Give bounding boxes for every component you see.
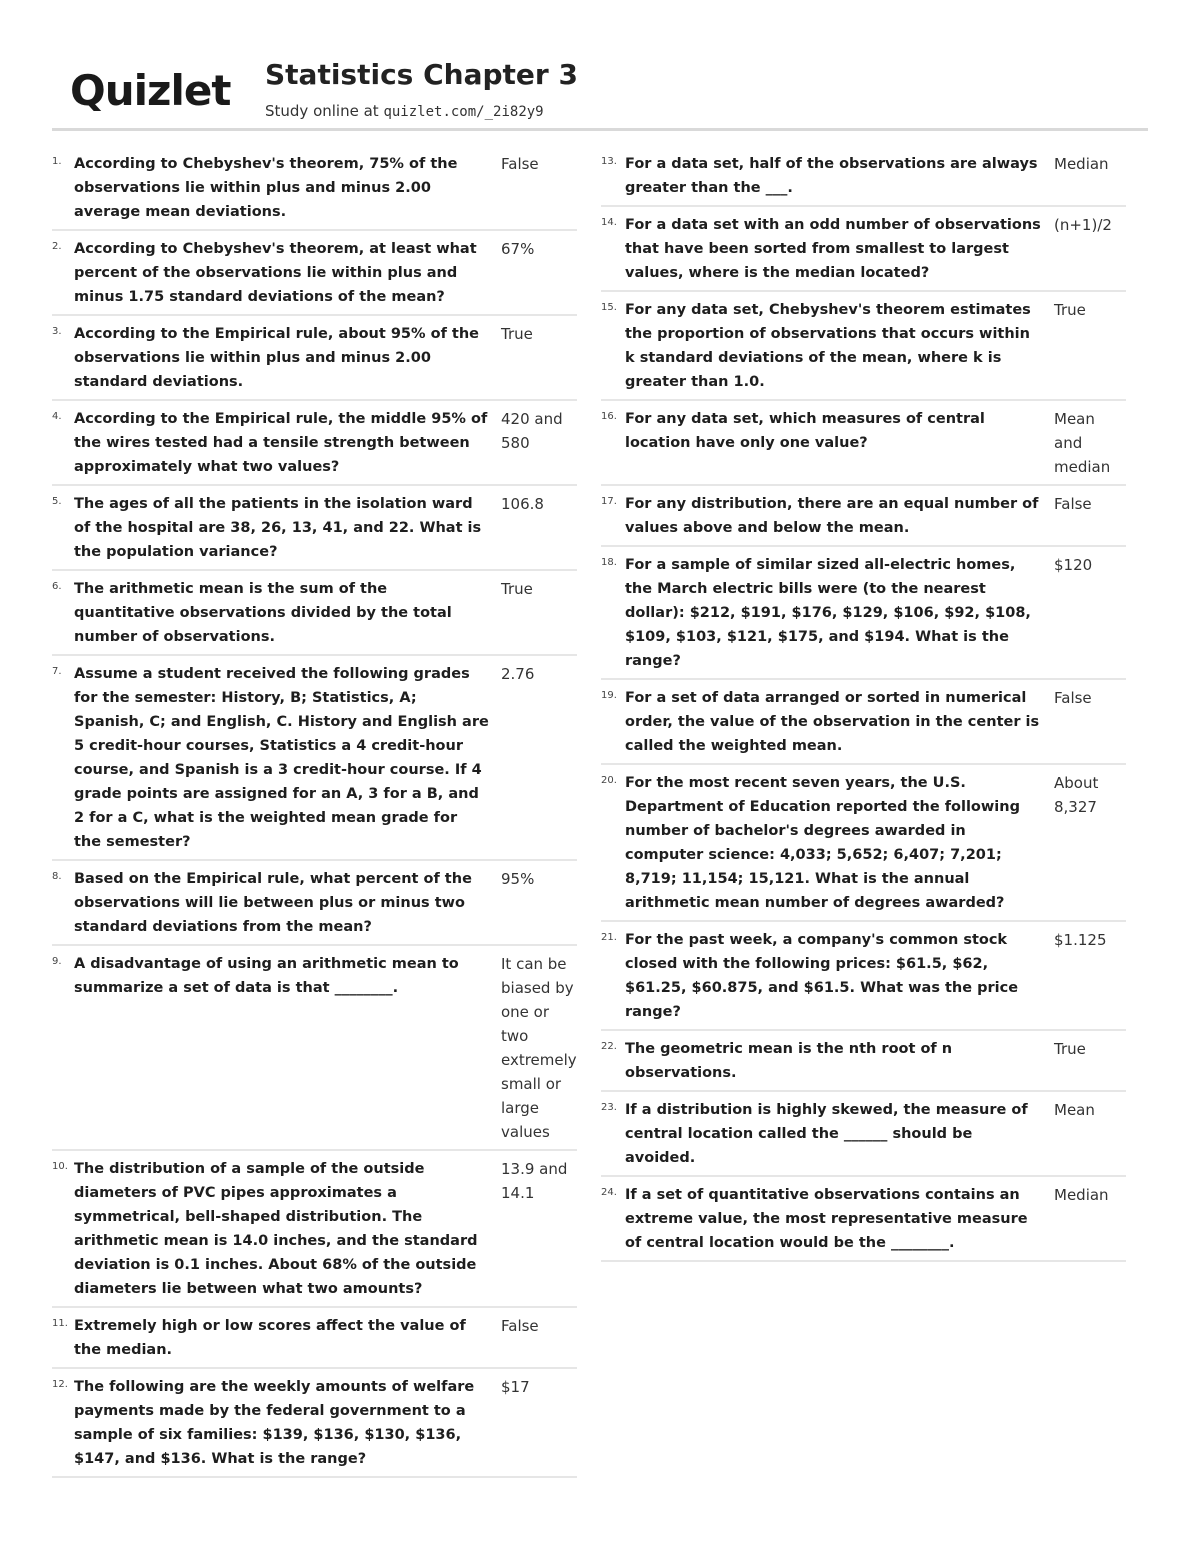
question-text: The arithmetic mean is the sum of the quantitative observations divided by the total number of observations. [74, 581, 452, 645]
list-item [52, 571, 577, 656]
answer-text: True [1054, 301, 1086, 319]
question-text: For a data set with an odd number of observations that have been sorted from smallest to largest values, where is the median located? [625, 217, 1041, 281]
question-text: According to the Empirical rule, about 95% of the observations lie within plus and minus 2.00 standard deviations. [74, 326, 480, 390]
list-item [52, 316, 577, 401]
item-number: 10. [52, 1161, 68, 1172]
list-item [52, 146, 577, 231]
question-text: Based on the Empirical rule, what percent of the observations will lie between plus or minus two standard deviations from the mean? [74, 871, 472, 935]
item-number: 12. [52, 1379, 68, 1390]
item-number: 14. [601, 217, 617, 228]
list-item [52, 1369, 577, 1478]
list-item [52, 861, 577, 946]
answer-text: $17 [501, 1378, 530, 1396]
answer-text: 67% [501, 240, 535, 258]
question-text: For a data set, half of the observations are always greater than the ___. [625, 156, 1038, 196]
answer-text: $120 [1054, 556, 1093, 574]
question-text: For any data set, Chebyshev's theorem estimates the proportion of observations that occurs within k standard deviations of the mean, where k is greater than 1.0. [625, 302, 1031, 390]
question-text: For any data set, which measures of central location have only one value? [625, 411, 985, 451]
question-text: For the most recent seven years, the U.S. Department of Education reported the following number of bachelor's degrees awarded in computer science: 4,033; 5,652; 6,407; 7,201; 8,719; 11,154; 15,121. What is the annual arithmetic mean number of degrees awarded? [625, 775, 1020, 911]
list-item [52, 1308, 577, 1369]
answer-text: Mean and median [1054, 410, 1111, 476]
question-text: For the past week, a company's common stock closed with the following prices: $61.5, $62, $61.25, $60.875, and $61.5. What was the price range? [625, 932, 1019, 1020]
question-text: For a sample of similar sized all-electric homes, the March electric bills were (to the nearest dollar): $212, $191, $176, $129, $106, $92, $108, $109, $103, $121, $175, and $194. What is the range? [625, 557, 1031, 669]
question-text: The geometric mean is the nth root of n observations. [625, 1041, 953, 1081]
study-online-line [265, 102, 544, 120]
question-text: Extremely high or low scores affect the value of the median. [74, 1318, 466, 1358]
list-item [601, 486, 1126, 547]
list-item [52, 231, 577, 316]
list-item [52, 656, 577, 861]
question-text: According to the Empirical rule, the middle 95% of the wires tested had a tensile strength between approximately what two values? [74, 411, 488, 475]
answer-text: $1.125 [1054, 931, 1107, 949]
item-number: 7. [52, 666, 62, 677]
item-number: 17. [601, 496, 617, 507]
answer-text: 2.76 [501, 665, 535, 683]
list-item [601, 146, 1126, 207]
item-number: 23. [601, 1102, 617, 1113]
answer-text: False [1054, 495, 1092, 513]
question-text: A disadvantage of using an arithmetic mean to summarize a set of data is that ________. [74, 956, 459, 996]
header-divider [52, 128, 1148, 131]
answer-text: False [501, 155, 539, 173]
question-text: According to Chebyshev's theorem, 75% of the observations lie within plus and minus 2.00 average mean deviations. [74, 156, 458, 220]
list-item [601, 207, 1126, 292]
answer-text: 106.8 [501, 495, 544, 513]
answer-text: Mean [1054, 1101, 1095, 1119]
item-number: 24. [601, 1187, 617, 1198]
question-text: If a set of quantitative observations contains an extreme value, the most representative measure of central location would be the ________. [625, 1187, 1028, 1251]
list-item [601, 1177, 1126, 1262]
answer-text: Median [1054, 155, 1109, 173]
item-number: 20. [601, 775, 617, 786]
question-text: Assume a student received the following grades for the semester: History, B; Statistics, A; Spanish, C; and English, C. History and English are 5 credit-hour courses, Statistics a 4 credit-hour course, and Spanish is a 3 credit-hour course. If 4 grade points are assigned for an A, 3 for a B, and 2 for a C, what is the weighted mean grade for the semester? [74, 666, 489, 850]
item-number: 8. [52, 871, 62, 882]
item-number: 6. [52, 581, 62, 592]
question-text: The ages of all the patients in the isolation ward of the hospital are 38, 26, 13, 41, and 22. What is the population variance? [74, 496, 482, 560]
item-number: 18. [601, 557, 617, 568]
item-number: 4. [52, 411, 62, 422]
item-number: 11. [52, 1318, 68, 1329]
question-text: If a distribution is highly skewed, the measure of central location called the ______ should be avoided. [625, 1102, 1028, 1166]
answer-text: True [1054, 1040, 1086, 1058]
item-number: 9. [52, 956, 62, 967]
answer-text: False [1054, 689, 1092, 707]
list-item [601, 680, 1126, 765]
list-item [52, 486, 577, 571]
list-item [601, 401, 1126, 486]
item-number: 13. [601, 156, 617, 167]
answer-text: 13.9 and 14.1 [501, 1160, 568, 1202]
list-item [601, 765, 1126, 922]
quizlet-logo: Quizlet [70, 66, 231, 115]
answer-text: (n+1)/2 [1054, 216, 1112, 234]
question-text: The following are the weekly amounts of welfare payments made by the federal government to a sample of six families: $139, $136, $130, $136, $147, and $136. What is the range? [74, 1379, 475, 1467]
right-column [601, 146, 1126, 1262]
list-item [601, 1092, 1126, 1177]
answer-text: About 8,327 [1054, 774, 1099, 816]
item-number: 3. [52, 326, 62, 337]
list-item [52, 1151, 577, 1308]
study-url-link[interactable]: quizlet.com/_2i82y9 [383, 104, 544, 120]
item-number: 15. [601, 302, 617, 313]
question-text: The distribution of a sample of the outside diameters of PVC pipes approximates a symmetrical, bell-shaped distribution. The arithmetic mean is 14.0 inches, and the standard deviation is 0.1 inches. About 68% of the outside diameters lie between what two amounts? [74, 1161, 478, 1297]
item-number: 22. [601, 1041, 617, 1052]
item-number: 21. [601, 932, 617, 943]
answer-text: 420 and 580 [501, 410, 563, 452]
item-number: 19. [601, 690, 617, 701]
list-item [601, 292, 1126, 401]
subtitle-prefix: Study online at [265, 102, 384, 120]
item-number: 16. [601, 411, 617, 422]
answer-text: Median [1054, 1186, 1109, 1204]
item-number: 2. [52, 241, 62, 252]
list-item [601, 1031, 1126, 1092]
answer-text: 95% [501, 870, 535, 888]
list-item [601, 922, 1126, 1031]
question-text: According to Chebyshev's theorem, at least what percent of the observations lie within plus and minus 1.75 standard deviations of the mean? [74, 241, 477, 305]
item-number: 1. [52, 156, 62, 167]
left-column [52, 146, 577, 1478]
list-item [601, 547, 1126, 680]
list-item [52, 946, 577, 1151]
answer-text: True [501, 580, 533, 598]
question-text: For any distribution, there are an equal number of values above and below the mean. [625, 496, 1039, 536]
answer-text: It can be biased by one or two extremely small or large values [501, 955, 577, 1141]
item-number: 5. [52, 496, 62, 507]
answer-text: False [501, 1317, 539, 1335]
list-item [52, 401, 577, 486]
page-title: Statistics Chapter 3 [265, 58, 578, 91]
answer-text: True [501, 325, 533, 343]
question-text: For a set of data arranged or sorted in numerical order, the value of the observation in the center is called the weighted mean. [625, 690, 1040, 754]
